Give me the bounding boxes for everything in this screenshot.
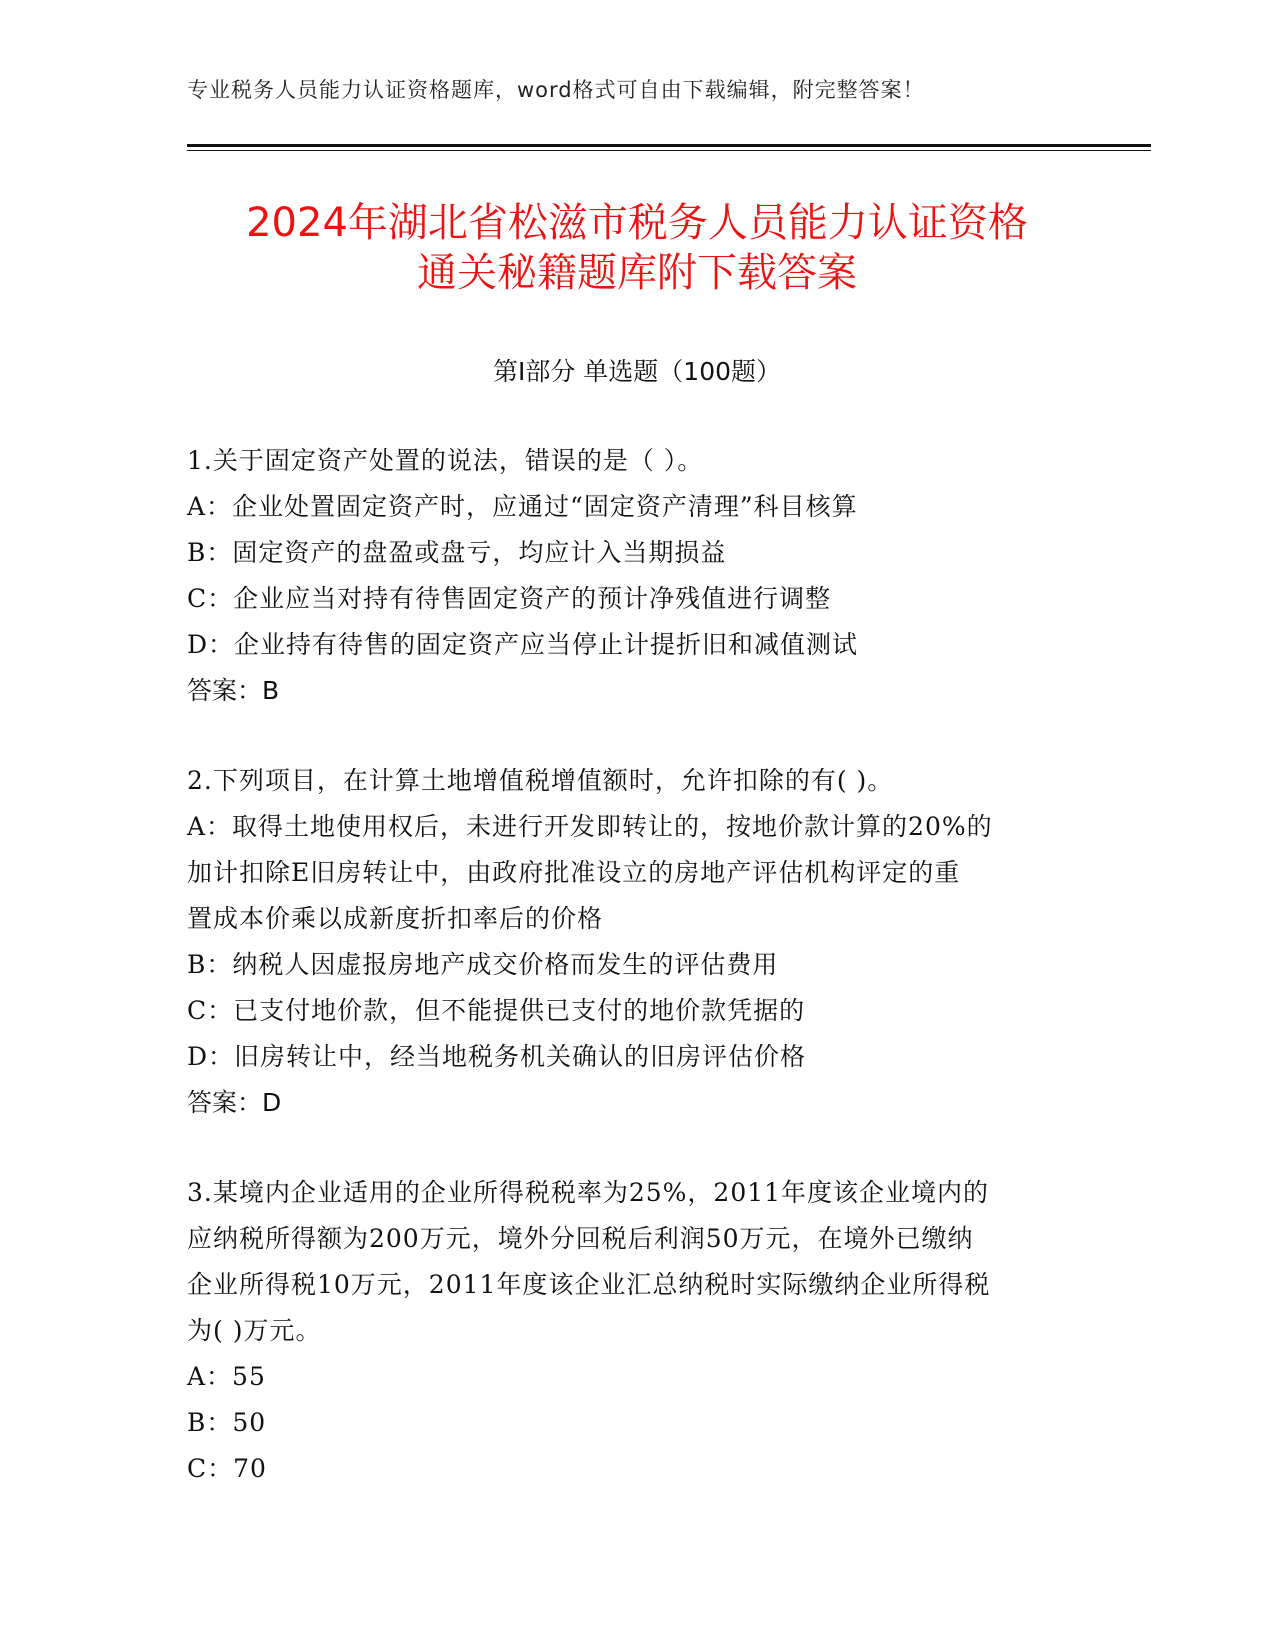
question-gap bbox=[187, 714, 1087, 758]
question-list bbox=[187, 438, 1087, 1492]
header-divider-thin bbox=[187, 150, 1151, 151]
question-2 bbox=[187, 758, 1087, 1126]
question-stem-line-1: 3.某境内企业适用的企业所得税税率为25%，2011年度该企业境内的 bbox=[187, 1178, 990, 1207]
option-d: D：企业持有待售的固定资产应当停止计提折旧和减值测试 bbox=[187, 630, 859, 659]
question-3 bbox=[187, 1170, 1087, 1492]
question-stem-line-3: 企业所得税10万元，2011年度该企业汇总纳税时实际缴纳企业所得税 bbox=[187, 1270, 991, 1299]
title-line-2: 通关秘籍题库附下载答案 bbox=[417, 250, 857, 296]
question-1 bbox=[187, 438, 1087, 714]
section-title: 第Ⅰ部分 单选题（100题） bbox=[492, 357, 782, 386]
answer-line: 答案：B bbox=[187, 676, 280, 705]
question-stem-line: 1.关于固定资产处置的说法，错误的是（ ）。 bbox=[187, 446, 704, 475]
option-a-line-2: 加计扣除E旧房转让中，由政府批准设立的房地产评估机构评定的重 bbox=[187, 858, 961, 887]
option-b: B：纳税人因虚报房地产成交价格而发生的评估费用 bbox=[187, 950, 779, 979]
header-divider-thick bbox=[187, 144, 1151, 147]
document-title bbox=[187, 198, 1087, 298]
option-a-line-3: 置成本价乘以成新度折扣率后的价格 bbox=[187, 904, 604, 933]
question-stem-line-4: 为( )万元。 bbox=[187, 1316, 322, 1345]
header-note: 专业税务人员能力认证资格题库，word格式可自由下载编辑，附完整答案！ bbox=[187, 78, 925, 102]
option-a: A：企业处置固定资产时，应通过“固定资产清理”科目核算 bbox=[187, 492, 858, 521]
answer-line: 答案：D bbox=[187, 1088, 282, 1117]
option-c: C：已支付地价款，但不能提供已支付的地价款凭据的 bbox=[187, 996, 806, 1025]
option-d: D：旧房转让中，经当地税务机关确认的旧房评估价格 bbox=[187, 1042, 807, 1071]
option-a: A：55 bbox=[187, 1362, 266, 1391]
option-a-line-1: A：取得土地使用权后，未进行开发即转让的，按地价款计算的20%的 bbox=[187, 812, 993, 841]
option-b: B：50 bbox=[187, 1408, 267, 1437]
option-c: C：企业应当对持有待售固定资产的预计净残值进行调整 bbox=[187, 584, 832, 613]
option-b: B：固定资产的盘盈或盘亏，均应计入当期损益 bbox=[187, 538, 727, 567]
question-stem-line: 2.下列项目，在计算土地增值税增值额时，允许扣除的有( )。 bbox=[187, 766, 894, 795]
question-stem-line-2: 应纳税所得额为200万元，境外分回税后利润50万元，在境外已缴纳 bbox=[187, 1224, 974, 1253]
question-gap bbox=[187, 1126, 1087, 1170]
title-line-1: 2024年湖北省松滋市税务人员能力认证资格 bbox=[246, 200, 1028, 246]
option-c: C：70 bbox=[187, 1454, 267, 1483]
